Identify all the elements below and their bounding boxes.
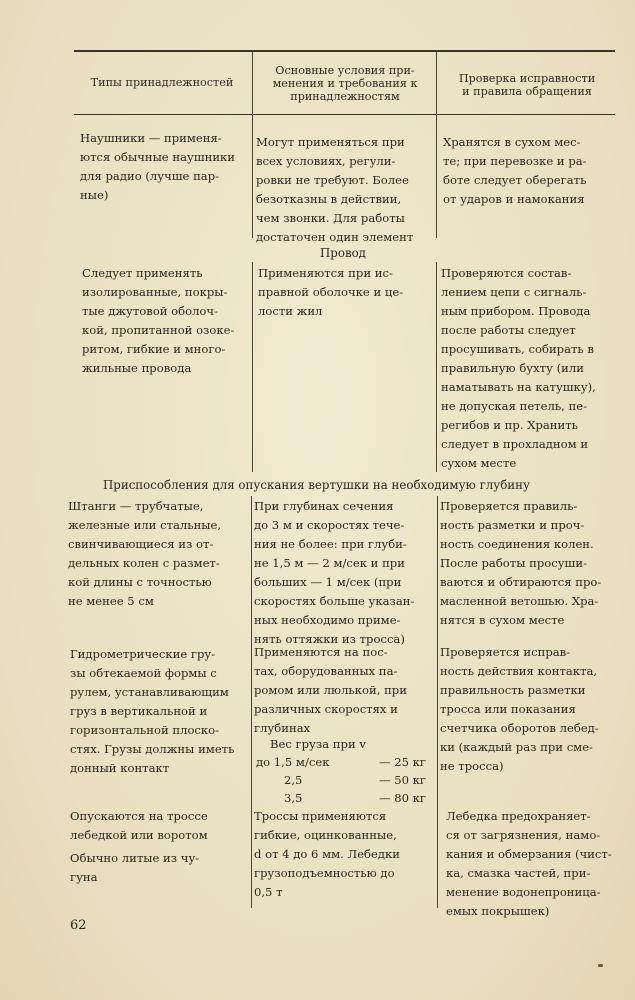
weight-row-1 [256, 753, 426, 772]
weight-speed: 3,5 [284, 791, 303, 805]
header-conditions: Основные условия при- менения и требования к принадлежностям [272, 64, 418, 103]
section-wire: Провод [320, 246, 366, 260]
paper-spot [598, 964, 603, 967]
weight-row-2 [284, 771, 426, 790]
section-lowering: Приспособления для опускания вертушки на необходимую глубину [103, 478, 530, 492]
column-divider [251, 496, 252, 908]
headphones-conditions: Могут применяться при всех условиях, регули- ровки не требуют. Более безотказны в действии, чем звонки. Для работы достаточен один элемент [256, 135, 414, 244]
weight-value: — 25 кг [378, 755, 426, 769]
column-divider [437, 496, 438, 908]
weights-conditions: Применяются на пос- тах, оборудованных па- ромом или люлькой, при различных скоростях и глубинах [254, 645, 407, 735]
winch-material: Обычно литые из чу- гуна [70, 851, 200, 884]
column-divider [252, 262, 253, 472]
weights-type: Гидрометрические гру- зы обтекаемой формы с рулем, устанавливающим груз в вертикальной и горизонтальной плоско- стях. Грузы должны иметь донный контакт [70, 647, 235, 775]
rods-type: Штанги — трубчатые, железные или стальные, свинчивающиеся из от- дельных колен с размет- кой длины с точностью не менее 5 см [68, 499, 222, 608]
column-divider [436, 262, 437, 472]
headphones-type: Наушники — применя- ются обычные наушники для радио (лучше пар- ные) [80, 131, 236, 202]
headphones-checking: Хранятся в сухом мес- те; при перевозке и ра- боте следует оберегать от ударов и намокания [443, 135, 587, 206]
column-divider [436, 52, 437, 238]
weight-speed: до 1,5 м/сек [256, 755, 330, 769]
table-top-rule [74, 50, 615, 52]
winch-checking: Лебедка предохраняет- ся от загрязнения, намо- кания и обмерзания (чист- ка, смазка частей, при- менение водонепроница- емых покрышек) [446, 809, 612, 918]
table-header-rule [74, 114, 615, 115]
column-divider [252, 52, 253, 238]
page-number: 62 [70, 918, 87, 933]
weights-checking: Проверяется исправ- ность действия контакта, правильность разметки тросса или показания счетчика оборотов лебед- ки (каждый раз при сме- не тросса) [440, 645, 599, 773]
weight-speed: 2,5 [284, 773, 303, 787]
wire-checking: Проверяются состав- лением цепи с сигналь- ным прибором. Провода после работы следует просушивать, собирать в правильную бухту (или наматывать на катушку), не допуская петель, пе- регибов и пр. Хранить следует в прохладном и сухом месте [441, 266, 596, 470]
weight-value: — 80 кг [378, 791, 426, 805]
weight-value: — 50 кг [378, 773, 426, 787]
rods-conditions: При глубинах сечения до 3 м и скоростях тече- ния не более: при глуби- не 1,5 м — 2 м/сек и при больших — 1 м/сек (при скоростях больше указан- ных необходимо приме- нять оттяжки из тросса) [254, 499, 415, 646]
wire-type: Следует применять изолированные, покры- тые джутовой оболоч- кой, пропитанной озоке- ритом, гибкие и много- жильные провода [82, 266, 235, 375]
header-types: Типы принадлежностей [90, 76, 234, 89]
winch-type: Опускаются на троссе лебедкой или воротом [70, 809, 208, 842]
wire-conditions: Применяются при ис- правной оболочке и це- лости жил [258, 266, 404, 318]
header-checking: Проверка исправности и правила обращения [458, 72, 596, 98]
weight-caption: Вес груза при v [270, 737, 366, 751]
rods-checking: Проверяется правиль- ность разметки и проч- ность соединения колен. После работы просуши- ваются и обтираются про- масленной ветошью. Хра- нятся в сухом месте [440, 499, 602, 627]
weight-row-3 [284, 789, 426, 808]
winch-conditions: Троссы применяются гибкие, оцинкованные, d от 4 до 6 мм. Лебедки грузоподъемностью до 0,5 т [254, 809, 401, 899]
